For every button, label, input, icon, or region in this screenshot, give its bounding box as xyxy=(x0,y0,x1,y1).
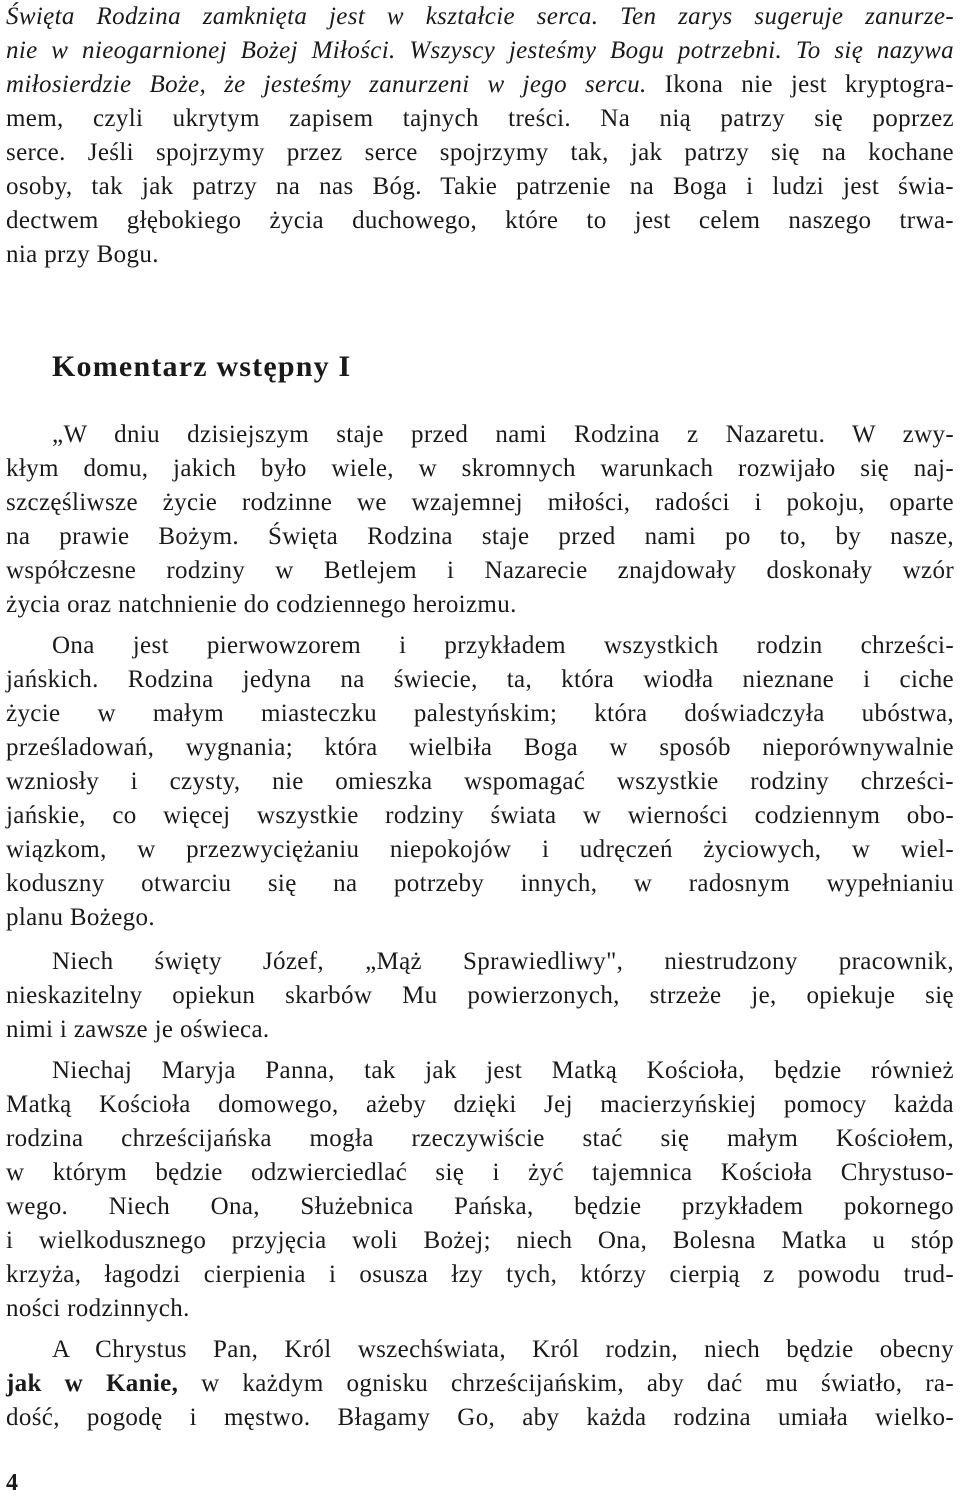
body-line-regular-part: w każdym ognisku chrześcijańskim, aby dać mu światło, ra- xyxy=(178,1370,955,1397)
intro-line: nia przy Bogu. xyxy=(6,241,159,268)
intro-line-regular-part: Ikona nie jest kryptogra- xyxy=(646,71,954,98)
body-line: „W dniu dzisiejszym staje przed nami Rodzina z Nazaretu. W zwy- xyxy=(52,421,954,448)
body-line: na prawie Bożym. Święta Rodzina staje przed nami po to, by nasze, xyxy=(6,523,954,550)
intro-line: osoby, tak jak patrzy na nas Bóg. Takie patrzenie na Boga i ludzi jest świa- xyxy=(6,173,954,200)
body-line: A Chrystus Pan, Król wszechświata, Król rodzin, niech będzie obecny xyxy=(52,1336,954,1363)
body-line: Ona jest pierwowzorem i przykładem wszystkich rodzin chrześci- xyxy=(52,632,954,659)
intro-line xyxy=(6,68,954,102)
body-line: dość, pogodę i męstwo. Błagamy Go, aby każda rodzina umiała wielko- xyxy=(6,1404,954,1431)
intro-line: nie w nieogarnionej Bożej Miłości. Wszyscy jesteśmy Bogu potrzebni. To się nazywa xyxy=(6,37,954,64)
body-line: jańskie, co więcej wszystkie rodziny świata w wierności codziennym obo- xyxy=(6,802,954,829)
intro-line: Święta Rodzina zamknięta jest w kształcie serca. Ten zarys sugeruje zanurze- xyxy=(6,3,954,30)
intro-line-italic-part: miłosierdzie Boże, że jesteśmy zanurzeni w jego sercu. xyxy=(6,71,647,98)
body-line: życia oraz natchnienie do codziennego heroizmu. xyxy=(6,591,517,618)
body-line: Niech święty Józef, „Mąż Sprawiedliwy", niestrudzony pracownik, xyxy=(52,948,954,975)
body-line: rodzina chrześcijańska mogła rzeczywiście stać się małym Kościołem, xyxy=(6,1125,954,1152)
section-heading: Komentarz wstępny I xyxy=(52,350,352,383)
body-line: kłym domu, jakich było wiele, w skromnych warunkach rozwijało się naj- xyxy=(6,455,954,482)
body-line: ności rodzinnych. xyxy=(6,1295,190,1322)
body-line: nimi i zawsze je oświeca. xyxy=(6,1016,270,1043)
body-line: wiązkom, w przezwyciężaniu niepokojów i udręczeń życiowych, w wiel- xyxy=(6,836,954,863)
body-line: Matką Kościoła domowego, ażeby dzięki Jej macierzyńskiej pomocy każda xyxy=(6,1091,954,1118)
body-line-bold-part: jak w Kanie, xyxy=(6,1370,179,1397)
body-line: życie w małym miasteczku palestyńskim; która doświadczyła ubóstwa, xyxy=(6,700,954,727)
body-line: szczęśliwsze życie rodzinne we wzajemnej miłości, radości i pokoju, oparte xyxy=(6,489,954,516)
body-line xyxy=(6,1367,954,1401)
body-line: współczesne rodziny w Betlejem i Nazarecie znajdowały doskonały wzór xyxy=(6,557,954,584)
document-page xyxy=(6,0,954,1499)
body-line: wzniosły i czysty, nie omieszka wspomagać wszystkie rodziny chrześci- xyxy=(6,768,954,795)
intro-line: dectwem głębokiego życia duchowego, które to jest celem naszego trwa- xyxy=(6,207,954,234)
body-line: nieskazitelny opiekun skarbów Mu powierzonych, strzeże je, opiekuje się xyxy=(6,982,954,1009)
body-line: jańskich. Rodzina jedyna na świecie, ta, która wiodła nieznane i ciche xyxy=(6,666,954,693)
intro-line: mem, czyli ukrytym zapisem tajnych treści. Na nią patrzy się poprzez xyxy=(6,105,954,132)
body-line: prześladowań, wygnania; która wielbiła Boga w sposób nieporównywalnie xyxy=(6,734,954,761)
body-line: i wielkodusznego przyjęcia woli Bożej; niech Ona, Bolesna Matka u stóp xyxy=(6,1227,954,1254)
body-line: krzyża, łagodzi cierpienia i osusza łzy tych, którzy cierpią z powodu trud- xyxy=(6,1261,954,1288)
body-line: koduszny otwarciu się na potrzeby innych, w radosnym wypełnianiu xyxy=(6,870,954,897)
page-number: 4 xyxy=(6,1470,18,1496)
body-line: w którym będzie odzwierciedlać się i żyć tajemnica Kościoła Chrystuso- xyxy=(6,1159,954,1186)
body-line: wego. Niech Ona, Służebnica Pańska, będzie przykładem pokornego xyxy=(6,1193,954,1220)
body-line: Niechaj Maryja Panna, tak jak jest Matką Kościoła, będzie również xyxy=(52,1057,954,1084)
body-line: planu Bożego. xyxy=(6,904,155,931)
intro-line: serce. Jeśli spojrzymy przez serce spojrzymy tak, jak patrzy się na kochane xyxy=(6,139,954,166)
